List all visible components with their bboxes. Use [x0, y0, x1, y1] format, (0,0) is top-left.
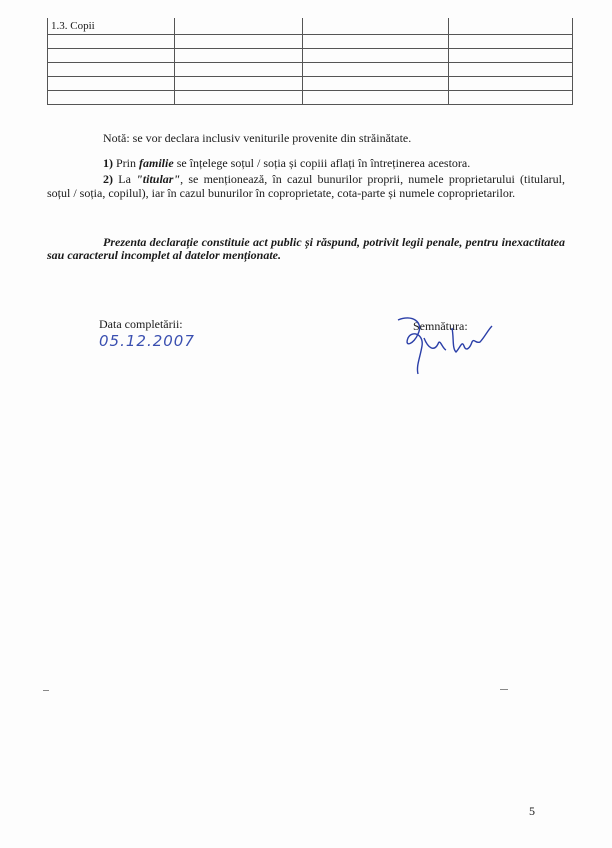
page-number: 5: [529, 804, 535, 818]
footnote-1-post: se înțelege soțul / soția și copiii aflați în întreținerea acestora.: [173, 156, 471, 170]
footnote-2: [47, 172, 565, 200]
table-row: [48, 91, 573, 105]
footnote-1-number: 1): [103, 156, 113, 170]
footnote-1: [103, 156, 470, 171]
table-cell: [449, 18, 573, 35]
table-row: [48, 18, 573, 35]
scan-mark: [43, 690, 49, 691]
footnote-2-post: , se menționează, în cazul bunurilor proprii, numele proprietarului (titularul, soțul / soția, copilul), iar în cazul bunurilor în coproprietate, cota-parte și numele coproprietarilor.: [47, 172, 566, 200]
table-row: [48, 63, 573, 77]
note-text: Notă: se vor declara inclusiv veniturile provenite din străinătate.: [103, 131, 412, 145]
table-cell-label: 1.3. Copii: [48, 18, 175, 35]
footnote-1-term: familie: [139, 156, 174, 170]
handwritten-signature: [390, 308, 510, 378]
table-row: [48, 35, 573, 49]
scan-mark: [500, 689, 508, 690]
footnote-2-pre: La: [118, 172, 137, 186]
table-row: [48, 49, 573, 63]
signature-label: Semnătura:: [413, 319, 468, 333]
footnote-2-term: "titular": [136, 172, 181, 186]
footnote-2-number: 2): [103, 172, 113, 186]
table-row: [48, 77, 573, 91]
date-value-handwritten: 05.12.2007: [99, 332, 195, 350]
children-table: [47, 18, 573, 105]
table-cell: [175, 18, 303, 35]
declaration-statement: Prezenta declarație constituie act public și răspund, potrivit legii penale, pentru inexactitatea sau caracterul incomplet al datelor menționate.: [47, 235, 565, 262]
date-label: Data completării:: [99, 317, 183, 331]
table-cell: [302, 18, 448, 35]
footnote-1-pre: Prin: [116, 156, 140, 170]
